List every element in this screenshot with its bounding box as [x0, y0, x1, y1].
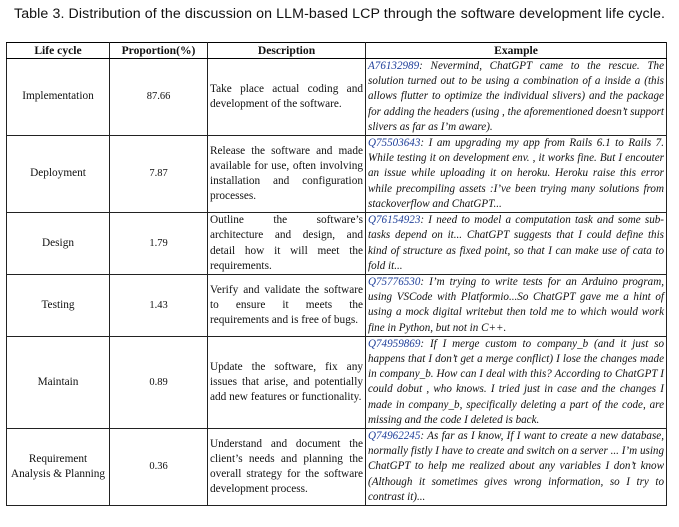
lifecycle-cell: Deployment [7, 136, 110, 213]
example-id-link[interactable]: Q76154923 [368, 214, 421, 227]
proportion-cell: 7.87 [110, 136, 208, 213]
description-cell: Verify and validate the software to ensure it meets the requirements and is free of bugs. [208, 275, 366, 337]
proportion-cell: 1.43 [110, 275, 208, 337]
description-cell: Release the software and made available for use, often involving installation and configuration processes. [208, 136, 366, 213]
description-cell: Update the software, fix any issues that arise, and potentially add new features or functionality. [208, 336, 366, 428]
table-row [7, 136, 667, 213]
table-row [7, 213, 667, 275]
table-caption: Table 3. Distribution of the discussion on LLM-based LCP through the software development life cycle. [14, 6, 665, 22]
lifecycle-cell: Implementation [7, 59, 110, 136]
example-text: : I am upgrading my app from Rails 6.1 to Rails 7. While testing it on development env. , it works fine. But I encouter an issue while uploading it on heroku. Heroku raise this error while precompiling assets :I’ve been trying many solutions from stackoverflow and ChatGPT... [368, 137, 664, 210]
table-row [7, 336, 667, 428]
example-cell [366, 213, 667, 275]
example-id-link[interactable]: Q75503643 [368, 137, 421, 150]
description-cell: Outline the software’s architecture and design, and detail how it will meet the requirements. [208, 213, 366, 275]
header-example: Example [366, 43, 667, 59]
example-cell [366, 136, 667, 213]
description-cell: Understand and document the client’s needs and planning the overall strategy for the software development process. [208, 429, 366, 506]
example-cell [366, 336, 667, 428]
proportion-cell: 87.66 [110, 59, 208, 136]
header-description: Description [208, 43, 366, 59]
proportion-cell: 0.36 [110, 429, 208, 506]
example-text: : As far as I know, If I want to create a new database, normally fistly I have to create and switch on a server ... I’m using ChatGPT to help me realized about any variables I don’t know (Although it sometimes gives wrong information, so I try to contrast it)... [368, 430, 664, 503]
lifecycle-cell: Testing [7, 275, 110, 337]
proportion-cell: 1.79 [110, 213, 208, 275]
table-row [7, 275, 667, 337]
lifecycle-cell: Design [7, 213, 110, 275]
example-cell [366, 59, 667, 136]
description-cell: Take place actual coding and development of the software. [208, 59, 366, 136]
example-text: : I need to model a computation task and some sub-tasks depend on it... ChatGPT suggests that I could define this kind of structure as fixed point, so that I can make use of cata to fold it... [368, 214, 664, 272]
table-header-row [7, 43, 667, 59]
example-text: : If I merge custom to company_b (and it just so happens that I don’t get a merge conflict) I lose the changes made in company_b. How can I deal with this? According to ChatGPT I could dobut , who knows. I tried just in case and the changes I made in company_b, specifically deleting a part of the code, are missing and the code I deleted is back. [368, 337, 664, 426]
lifecycle-cell: Requirement Analysis & Planning [7, 429, 110, 506]
example-text: : Nevermind, ChatGPT came to the rescue. The solution turned out to be using a combination of a inside a (this allows flutter to optimize the individual slivers) and the package for adding the headers (using , the aforementioned doesn’t support slivers as far as I’m aware). [368, 60, 665, 133]
lifecycle-cell: Maintain [7, 336, 110, 428]
lifecycle-table [6, 42, 667, 506]
example-id-link[interactable]: Q74959869 [368, 337, 421, 350]
example-id-link[interactable]: Q74962245 [368, 430, 421, 443]
example-id-link[interactable]: Q75776530 [368, 276, 421, 289]
header-lifecycle: Life cycle [7, 43, 110, 59]
example-cell [366, 429, 667, 506]
table-row [7, 59, 667, 136]
table-row [7, 429, 667, 506]
header-proportion: Proportion(%) [110, 43, 208, 59]
proportion-cell: 0.89 [110, 336, 208, 428]
example-cell [366, 275, 667, 337]
example-text: : I’m trying to write tests for an Arduino program, using VSCode with Platformio...So ChatGPT gave me a hint of using a mock digital writebut then told me to which would work fine in Python, but not in C++. [368, 276, 664, 334]
example-id-link[interactable]: A76132989 [368, 60, 420, 72]
